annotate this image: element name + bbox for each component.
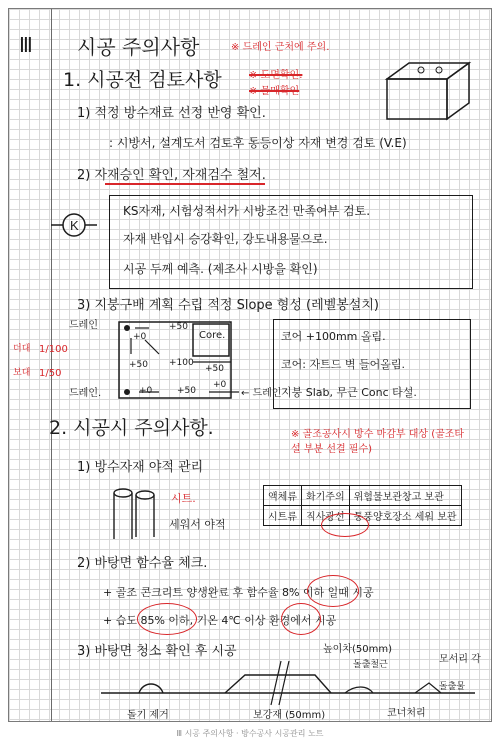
- drain-right-label: ← 드레인: [241, 388, 282, 399]
- level-v6: +0: [139, 386, 153, 396]
- humidity-oval: [137, 603, 197, 635]
- level-v2: +0: [133, 332, 147, 342]
- s2-annotation: ※ 골조공사시 방수 마감부 대상 (골조타설 부분 선결 필수): [291, 429, 465, 455]
- substrate-sketch: [95, 655, 481, 711]
- label-reinforcement: 보강재 (50mm): [253, 710, 326, 721]
- table-cell: 액체류: [264, 486, 302, 506]
- label-height-difference: 높이차(50mm): [323, 644, 392, 655]
- s1-annotation-1: ※ 도면확인.: [249, 70, 303, 81]
- level-v1: +50: [169, 322, 188, 332]
- label-obstruction: 돌출물: [439, 682, 466, 692]
- ks-mark-icon: [49, 205, 99, 245]
- roof-note-3: 지붕 Slab, 무근 Conc 타설.: [281, 386, 417, 399]
- page-footer: Ⅲ 시공 주의사항 · 방수공사 시공관리 노트: [176, 729, 324, 738]
- label-corner: 코너처리: [387, 708, 426, 719]
- table-cell: 위험물보관창고 보관: [349, 486, 461, 506]
- level-v4: +100: [169, 358, 194, 368]
- label-edge: 모서리 각: [439, 654, 481, 665]
- ks-line-1: KS자재, 시험성적서가 시방조건 만족여부 검토.: [123, 204, 371, 218]
- core-label: Core.: [199, 330, 226, 341]
- section-numeral: Ⅲ: [19, 33, 33, 57]
- level-v3: +50: [129, 360, 148, 370]
- temperature-oval: [281, 603, 321, 635]
- moisture-oval: [307, 575, 359, 607]
- yard-label: 세워서 야적: [169, 518, 226, 531]
- svg-text:K: K: [70, 218, 79, 233]
- s1-item2: 2) 자재승인 확인, 자재검수 철저.: [77, 168, 266, 183]
- s1-title: 1. 시공전 검토사항: [63, 69, 222, 91]
- slope-value-a: 1/100: [39, 344, 68, 355]
- s1-item1: 1) 적정 방수재료 선정 반영 확인.: [77, 106, 266, 121]
- table-cell: 시트류: [264, 506, 302, 526]
- s1-item2-underline: [105, 183, 265, 185]
- roof-note-2: 코어: 자트드 벽 들어올림.: [281, 358, 405, 371]
- label-protrusion-removal: 돌기 제거: [127, 710, 169, 721]
- s2-item3: 3) 바탕면 청소 확인 후 시공: [77, 644, 237, 659]
- container-sketch: [381, 57, 477, 123]
- level-v8: +0: [213, 380, 227, 390]
- highlight-oval: [321, 513, 369, 537]
- level-v7: +50: [177, 386, 196, 396]
- slope-value-b: 1/50: [39, 368, 62, 379]
- notebook-page: [8, 8, 492, 722]
- s2-item2-b: + 습도 85% 이하, 기온 4℃ 이상 환경에서 시공: [103, 614, 337, 627]
- ks-line-3: 시공 두께 예측. (제조사 시방을 확인): [123, 262, 318, 276]
- s1-item3: 3) 지붕구배 계획 수립 적정 Slope 형성 (레벨봉설치): [77, 298, 379, 313]
- table-cell: 화기주의: [301, 486, 349, 506]
- s1-annotation-2: ※ 물매확인: [249, 86, 300, 97]
- s2-item2-a: + 골조 콘크리트 양생완료 후 함수율 8% 이하 일때 시공: [103, 586, 374, 599]
- roof-note-1: 코어 +100mm 올림.: [281, 330, 386, 343]
- label-rebar: 돌출철근: [353, 660, 388, 670]
- s2-title: 2. 시공시 주의사항.: [49, 417, 214, 439]
- level-v5: +50: [205, 364, 224, 374]
- drain-top-label: 드레인: [69, 320, 98, 331]
- slope-label-b: 보대: [13, 368, 31, 378]
- section-title: 시공 주의사항: [77, 35, 200, 59]
- slope-label-a: 더대: [13, 344, 31, 354]
- sheet-rolls-sketch: [105, 485, 175, 543]
- table-row: [264, 486, 462, 506]
- s2-item1: 1) 방수자재 야적 관리: [77, 460, 204, 475]
- drain-bottom-label: 드레인.: [69, 388, 102, 399]
- s2-item2: 2) 바탕면 함수율 체크.: [77, 556, 208, 571]
- sheet-label: 시트.: [171, 492, 196, 505]
- table-cell: 통풍양호장소 세워 보관: [349, 506, 461, 526]
- s1-item1-detail: : 시방서, 설계도서 검토후 동등이상 자재 변경 검토 (V.E): [109, 136, 407, 150]
- section-annotation: ※ 드레인 근처에 주의.: [231, 42, 330, 53]
- ks-line-2: 자재 반입시 승강확인, 강도내용물으로.: [123, 232, 328, 246]
- table-cell: 직사광선: [301, 506, 349, 526]
